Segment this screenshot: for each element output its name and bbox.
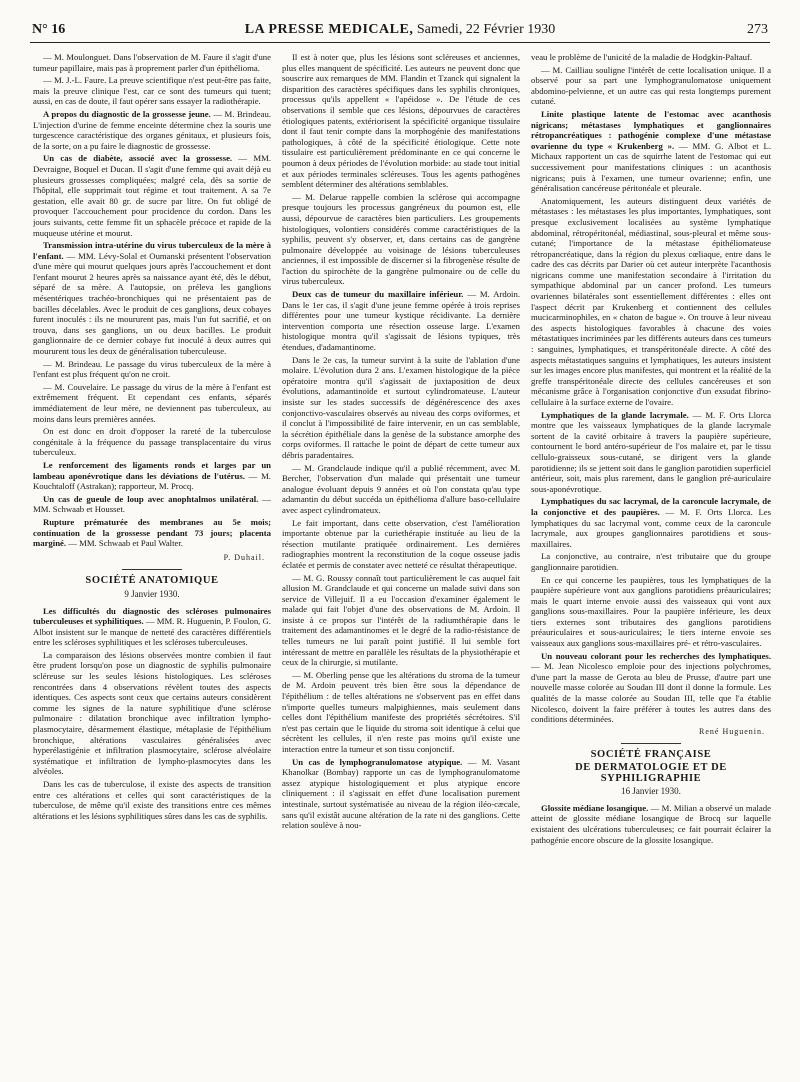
article-body: — M. Brindeau. L'injection d'urine de femme enceinte détermine chez la souris une turgescence caractéristique des organes génitaux, et plusieurs fois, de la sorte, on a pu faire le diagnostic de grossesse.	[33, 108, 271, 151]
article-sac	[531, 496, 771, 549]
paragraph: — M. Delarue rappelle combien la sclérose qui accompagne presque toujours les processus gangréneux du poumon est, elle aussi, dépourvue de caractères bien particuliers. Les groupements histologiques, volontiers considérés comme caractéristiques de la syphilis, peuvent s'y observer, et, dans certains cas de gangrène pulmonaire développée au voisinage de lésions tuberculeuses anciennes, il est impossible de discerner si la fibrogenèse résulte de l'action du spirochète de la gangrène pulmonaire ou de celle du virus tuberculeux.	[282, 191, 520, 287]
page-number-left: N° 16	[32, 22, 66, 37]
article-heading: Linite plastique latente de l'estomac avec acanthosis nigricans; métastases lymphatiques et ganglionnaires rétropancréatiques : pathogénie complexe d'une métastase ovarienne du type « Krukenberg ».	[531, 108, 771, 151]
paragraph: On est donc en droit d'opposer la rareté de la tuberculose congénitale à la fréquence du passage transplacentaire du virus tuberculeux.	[33, 426, 271, 458]
paragraph: — M. Oberling pense que les altérations du stroma de la tumeur de M. Ardoin peuvent très bien être sous la dépendance de l'épithélium : de telles altérations ne s'observent pas en effet dans n'importe quelles tumeurs malpighiennes, mais seulement dans celles dont l'épithélium manifeste des propriétés sécrétoires. S'il n'est pas certain que le liquide du stroma soit identique à celui que sécrètent les cellules, il n'en reste pas moins qu'il existe une interaction entre la tumeur et son tissu conjonctif.	[282, 669, 520, 754]
paragraph: — M. Brindeau. Le passage du virus tuberculeux de la mère à l'enfant est plus fréquent qu'on ne croit.	[33, 358, 271, 380]
article-grossesse	[33, 109, 271, 151]
article-body: — M. F. Orts Llorca. Les lymphatiques du sac lacrymal vont, comme ceux de la caroncule lacrymale, aux groupes ganglionnaires parotidiens et sous-maxillaires.	[531, 506, 771, 549]
article-transmission	[33, 240, 271, 357]
section-subtitle: DE DERMATOLOGIE ET DE SYPHILIGRAPHIE	[575, 762, 727, 784]
article-heading: Rupture prématurée des membranes au 5e mois; continuation de la grossesse pendant 73 jours; placenta marginé.	[33, 516, 271, 549]
paragraph: veau le problème de l'unicité de la maladie de Hodgkin-Paltauf.	[531, 52, 753, 62]
paragraph: — M. Grandclaude indique qu'il a publié récemment, avec M. Bercher, l'observation d'un malade qui présentait une tumeur analogue évoluant depuis 9 années et où l'on constata qu'au type adamantin du début succéda un épithélioma d'allure baso-cellulaire avec aspect cylindromateux.	[282, 462, 520, 515]
article-heading: Deux cas de tumeur du maxillaire inférieur.	[292, 289, 464, 300]
section-title: SOCIÉTÉ ANATOMIQUE	[85, 575, 219, 587]
article-heading: Un cas de lymphogranulomatose atypique.	[292, 756, 463, 767]
article-heading: Lymphatiques de la glande lacrymale.	[541, 409, 689, 420]
paragraph: Il est à noter que, plus les lésions sont scléreuses et anciennes, plus elles manquent de spécificité. Les auteurs ne peuvent donc que souscrire aux remarques de MM. Flandin et Tzanck qui signalent la disparition des caractères spécifiques dans les syphilis chroniques, processus qu'ils appellent « l'apéidose ». De l'étude de ces observations il semble que ces lésions, dépourvues de caractères étiologiques patents, extériorisent la spécificité organique tissulaire dont il faut tenir compte dans la morphogénie des manifestations pathologiques, à côté de la spécificité étiologique. Cette note tissulaire est particulièrement prédominante en ce qui concerne le poumon à deux périodes de l'évolution morbide: au stade tout initial et aux périodes terminales scléreuses. Tous les agents pathogènes semblent déterminer des altérations semblables.	[282, 52, 520, 190]
article-heading: Glossite médiane losangique.	[541, 802, 649, 813]
page-number-right: 273	[747, 22, 768, 37]
column-3	[531, 52, 771, 1074]
article-body: — M. Vasant Khanolkar (Bombay) rapporte un cas de lymphogranulomatome assez atypique histologiquement et plus atypique encore cliniquement : il s'agissait en effet d'une localisation purement intestinale, surtout systématisée au niveau de la région iléo-cæcale, sans qu'il existât aucune altération de la rate ni des ganglions. Cette relation soulève à nou-	[282, 756, 520, 831]
article-renforcement	[33, 460, 271, 492]
paragraph: Le fait important, dans cette observation, c'est l'amélioration importante obtenue par la curiethérapie instituée au lieu de la résection mutilante pratiquée ordinairement. Les dernières radiographies montrent la reconstitution de la coque osseuse jadis éclatée et permis de constater avec netteté ce résultat thérapeutique.	[282, 517, 520, 570]
author-signature: P. Duhail.	[223, 552, 265, 562]
article-rupture	[33, 517, 271, 549]
paragraph: — M. Cailliau souligne l'intérêt de cette localisation unique. Il a observé pour sa part une lymphogranulomatose uniquement abdomino-pelvienne, et un autre cas qui resta longtemps purement cutané.	[531, 64, 771, 107]
paragraph: — M. G. Roussy connaît tout particulièrement le cas auquel fait allusion M. Grandclaude et qui concerne un malade suivi dans son service de Villejuif. Il a eu l'occasion d'examiner également le malade qui fait l'objet d'une des observations de M. Ardoin. Il insiste à ce propos sur l'intérêt de la radiumthérapie dans le traitement des adamantinomes et le degré de la radio-résistance de telles tumeurs ne lui paraît point justifié. Il lui semble fort intéressant de mettre en parallèle les résultats de la physiothérapie et ceux de la chirurgie, si mutilante.	[282, 572, 520, 668]
article-body: — M. Ardoin. Dans le 1er cas, il s'agit d'une jeune femme opérée à trois reprises différentes pour une tumeur kystique récidivante. La dernière intervention comporta une résection osseuse large. L'examen histologique montra qu'il s'agissait de lésions typiques, très étendues, d'adamantinome.	[282, 289, 520, 353]
article-body: — M. Kouchtaloff (Astrakan); rapporteur, M. Procq.	[33, 470, 271, 492]
section-title: SOCIÉTÉ FRANÇAISE	[590, 749, 712, 761]
article-heading: Le renforcement des ligaments ronds et larges par un lambeau aponévrotique dans les déviations de l'utérus.	[33, 459, 271, 481]
article-heading: Les difficultés du diagnostic des scléroses pulmonaires tuberculeuses et syphilitiques.	[33, 605, 271, 627]
section-divider	[621, 743, 681, 744]
article-difficultes	[33, 606, 271, 648]
paragraph: Dans les cas de tuberculose, il existe des aspects de transition entre ces altérations et celles qui sont caractéristiques de la tuberculose, de même qu'il existe des transitions entre ces mêmes altérations et les lésions syphilitiques sûres dans les cas de syphilis.	[33, 779, 271, 821]
column-1	[33, 52, 271, 1074]
paragraph: — M. Moulonguet. Dans l'observation de M. Faure il s'agit d'une tumeur papillaire, mais pas à proprement parler d'un épithélioma.	[33, 52, 271, 73]
article-body: — MM. Lévy-Solal et Oumanski présentent l'observation d'une mère qui mourut quelques jours après l'accouchement et dont l'enfant mourut 2 heures après sa naissance ayant été, dès le début, séparé de sa mère. A l'autopsie, on préleva les ganglions mésentériques trachéo-bronchiques qui ne présentaient pas de bacilles décelables. Avec le produit de ces ganglions, deux cobayes furent inoculés : ils ne moururent pas, mais l'un fut sacrifié, et on trouva, dans ses ganglions, un ou deux bacilles. Le produit ganglionnaire de ce dernier cobaye fut inoculé à deux autres qui moururent tous les deux de généralisation tuberculeuse.	[33, 250, 271, 357]
article-colorant	[531, 651, 771, 725]
article-heading: A propos du diagnostic de la grossesse jeune.	[43, 108, 211, 119]
issue-date: Samedi, 22 Février 1930	[416, 22, 556, 37]
article-heading: Un cas de diabète, associé avec la grossesse.	[43, 153, 233, 164]
paragraph: En ce qui concerne les paupières, tous les lymphatiques de la paupière supérieure vont aux ganglions parotidiens préauriculaires; mais le quart interne envoie aussi des vaisseaux qui vont aux ganglions sous-maxillaires. Pour la paupière inférieure, les deux tiers externes sont tributaires des ganglions parotidiens préauriculaires et sous-auriculaires; le tiers interne envoie ses vaisseaux aux ganglions sous-maxillaires pré- et rétro-vasculaires.	[531, 574, 771, 649]
article-maxillaire	[282, 289, 520, 353]
publication-name: LA PRESSE MEDICALE,	[244, 22, 414, 37]
article-linite	[531, 109, 771, 194]
article-lympho	[282, 757, 520, 831]
section-date: 9 Janvier 1930.	[124, 588, 180, 599]
article-body: — MM. R. Huguenin, P. Foulon, G. Albot insistent sur le manque de netteté des caractères différentiels entre les scléroses syphilitiques et les scléroses tuberculeuses.	[33, 616, 271, 648]
paragraph: Anatomiquement, les auteurs distinguent deux variétés de métastases : les métastases les plus importantes, lymphatiques, sont presque exclusivement localisées au système lymphatique abdominal, rétropéritonéal, médiastinal, sous-pleural et même sous-cutané; l'importance de la métastase épithéliomateuse rétropancréatique, dans la région du plexus cœliaque, entre dans le cadre des cas décrits par Darier où cet auteur interprète l'acanthosis nigricans comme une manifestation secondaire à l'irritation du sympathique abdominal par un cancer profond. Les tumeurs ovariennes bilatérales sont essentiellement différentes : elles ont l'aspect décrit par Krukenberg et contiennent des cellules mucicarminophiles, en « chaton de bague ». On trouve à leur niveau des aspects histologiques favorables à chacune des voies métastatiques incriminées par les différents auteurs dans ces tumeurs : sanguines, lymphatiques, et transpéritonéale directe. A côté des aspects métastatiques sanguins et lymphatiques, les auteurs insistent sur les images encore plus manifestes, qui montrent et la réalité de la greffe transpéritonéale directe des cellules cancéreuses et son mécanisme grâce à l'organisation conjonctive d'un exsudat fibrino-cellulaire à la surface externe de l'ovaire.	[531, 195, 771, 407]
article-glande	[531, 410, 771, 495]
paragraph: Dans le 2e cas, la tumeur survint à la suite de l'ablation d'une molaire. L'évolution dura 2 ans. L'examen histologique de la pièce opératoire montra qu'il s'agissait de juxtaposition de deux évolutions, adamantinoïde et surtout cylindromateuse. L'auteur insiste sur les stades successifs de dégénérescence des axes conjonctivo-vasculaires observés au niveau des corps oviformes, et il conclut à l'impossibilité de faire intervenir, en un cas semblable, la sécrétion épithéliale dans la genèse de la substance amorphe des corps oviformes. Il rattache le point de départ de cette tumeur aux débris paradentaires.	[282, 354, 520, 460]
paragraph: — M. J.-L. Faure. La preuve scientifique n'est peut-être pas faite, mais la preuve clinique l'est, car ce sont des tumeurs qui tuent; aussi, en cas de doute, il faut opérer sans essayer la radiothérapie.	[33, 75, 271, 107]
article-body: — MM. Schwaab et Paul Walter.	[66, 538, 183, 549]
article-body: — MM. Schwaab et Housset.	[33, 493, 271, 515]
article-heading: Un nouveau colorant pour les recherches des lymphatiques.	[541, 650, 771, 661]
article-glossite	[531, 803, 771, 845]
article-diabete	[33, 153, 271, 238]
article-body: — M. Jean Nicolesco emploie pour des injections polychromes, d'une part la masse de Gerota au bleu de Prusse, d'autre part une nouvelle masse colorée au Soudan III dont il donne la formule. Les qualités de la masse colorée au Soudan III, telle que l'a établie Nicolesco, doivent la faire préférer à toutes les autres dans des conditions déterminées.	[531, 661, 771, 725]
article-body: — MM. G. Albot et L. Michaux rapportent un cas de squirrhe latent de l'estomac qui eut successivement pour manifestations cliniques : un acanthosis nigricans; puis à l'examen, une tumeur ovarienne; enfin, une généralisation cancéreuse péritonéale et pleurale.	[531, 140, 771, 194]
paragraph: La comparaison des lésions observées montre combien il faut être prudent lorsqu'on pose un diagnostic de syphilis pulmonaire scléreuse sur les seules lésions histologiques. Les scléroses rencontrées dans 4 observations révèlent toutes des aspects identiques. Ces aspects sont ceux que certains auteurs considèrent comme les signes de la nature syphilitique d'une sclérose pulmonaire : dilatation bronchique avec infiltration lympho-plasmocytaire, désarmement élastique, métaplasie de l'épithélium bronchique, altérations vasculaires généralisées avec hyperélastigénie et infiltration plasmocytaire, sclérose alvéolaire systématique et infiltration de lympho-plasmocytes dans les alvéoles.	[33, 649, 271, 777]
page-header	[30, 22, 770, 43]
section-date: 16 Janvier 1930.	[621, 786, 681, 797]
column-2	[282, 52, 520, 1074]
article-heading: Un cas de gueule de loup avec anophtalmos unilatéral.	[43, 493, 259, 504]
article-body: — MM. Devraigne, Boquel et Ducan. Il s'agit d'une femme qui avait déjà eu plusieurs grossesses compliquées; malgré cela, dès sa sortie de l'hôpital, elle supprimait tout régime et tout traitement. A sa 7e gestation, elle avait 80 gr. de sucre par litre. On fut obligé de provoquer l'accouchement pour procidence du cordon. Dans les jours suivants, cette femme fit un sphacèle précoce et rapide de la muqueuse utérine et mourut.	[33, 153, 271, 238]
article-heading: Transmission intra-utérine du virus tuberculeux de la mère à l'enfant.	[33, 240, 271, 261]
article-body: — M. F. Orts Llorca montre que les vaisseaux lymphatiques de la glande lacrymale sortent de la cavité orbitaire à travers la paupière supérieure, contournent le bord antéro-supérieur de l'os malaire et, par le tissu cellulo-graisseux sous-cutané, se dirigent vers la glande parotidienne; ils se jettent soit dans le ganglion parotidien superficiel antérieur, soit, mais plus rarement, dans le ganglion pré-auriculaire sous-aponévrotique.	[531, 409, 771, 494]
paragraph: — M. Couvelaire. Le passage du virus de la mère à l'enfant est extrêmement fréquent. Et cependant ces enfants, séparés immédiatement de leur mère, ne deviennent pas tuberculeux, au moins dans leurs premières années.	[33, 381, 271, 424]
masthead	[30, 22, 770, 38]
article-body: — M. Milian a observé un malade atteint de glossite médiane losangique de Brocq sur laquelle existaient des ulcérations tuberculeuses; ce fait pourrait éclairer la pathogénie encore obscure de la glossite losangique.	[531, 802, 771, 845]
article-heading: Lymphatiques du sac lacrymal, de la caroncule lacrymale, de la conjonctive et des paupières.	[531, 496, 771, 517]
article-gueule	[33, 494, 271, 515]
author-signature: René Huguenin.	[699, 726, 765, 736]
paragraph: La conjonctive, au contraire, n'est tributaire que du groupe ganglionnaire parotidien.	[531, 551, 771, 572]
section-divider	[122, 569, 182, 570]
